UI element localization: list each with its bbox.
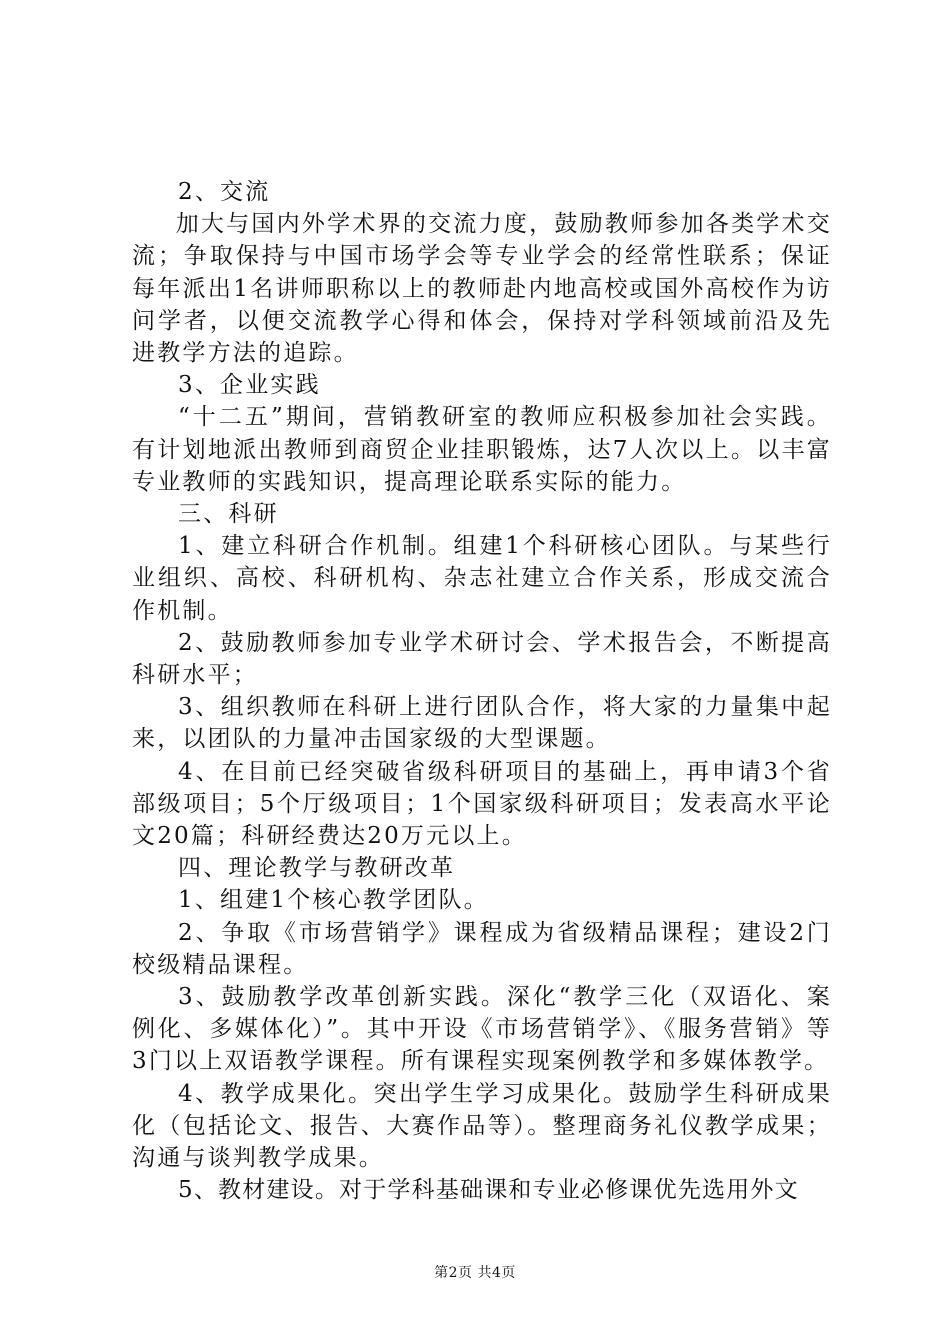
paragraph-teaching-3: 3、鼓励教学改革创新实践。深化“教学三化（双语化、案例化、多媒体化）”。其中开设《市场营销学》、《服务营销》等3门以上双语教学课程。所有课程实现案例教学和多媒体教学。 [132,984,832,1075]
paragraph-teaching-1: 1、组建1个核心教学团队。 [178,887,489,914]
paragraph-exchange: 加大与国内外学术界的交流力度，鼓励教师参加各类学术交流；争取保持与中国市场学会等专业学会的经常性联系；保证每年派出1名讲师职称以上的教师赴内地高校或国外高校作为访问学者，以便交流教学心得和体会，保持对学科领域前沿及先进教学方法的追踪。 [132,211,832,367]
heading-research: 三、科研 [178,501,279,528]
page-footer: 第2页 共4页 [434,1265,516,1281]
paragraph-research-1: 1、建立科研合作机制。组建1个科研核心团队。与某些行业组织、高校、科研机构、杂志社建立合作关系，形成交流合作机制。 [132,533,832,624]
heading-enterprise-practice: 3、企业实践 [178,372,321,399]
document-body [132,176,832,1207]
heading-teaching-reform: 四、理论教学与教研改革 [178,855,456,882]
paragraph-teaching-5: 5、教材建设。对于学科基础课和专业必修课优先选用外文 [178,1177,799,1204]
paragraph-enterprise-practice: “十二五”期间，营销教研室的教师应积极参加社会实践。有计划地派出教师到商贸企业挂职锻炼，达7人次以上。以丰富专业教师的实践知识，提高理论联系实际的能力。 [132,404,832,495]
paragraph-teaching-4: 4、教学成果化。突出学生学习成果化。鼓励学生科研成果化（包括论文、报告、大赛作品等）。整理商务礼仪教学成果；沟通与谈判教学成果。 [132,1080,832,1172]
paragraph-research-3: 3、组织教师在科研上进行团队合作，将大家的力量集中起来，以团队的力量冲击国家级的大型课题。 [132,694,832,753]
paragraph-research-2: 2、鼓励教师参加专业学术研讨会、学术报告会，不断提高科研水平； [132,629,832,689]
paragraph-teaching-2: 2、争取《市场营销学》课程成为省级精品课程；建设2门校级精品课程。 [132,919,832,978]
heading-exchange: 2、交流 [178,179,271,205]
paragraph-research-4: 4、在目前已经突破省级科研项目的基础上，再申请3个省部级项目；5个厅级项目；1个国家级科研项目；发表高水平论文20篇；科研经费达20万元以上。 [132,758,832,850]
